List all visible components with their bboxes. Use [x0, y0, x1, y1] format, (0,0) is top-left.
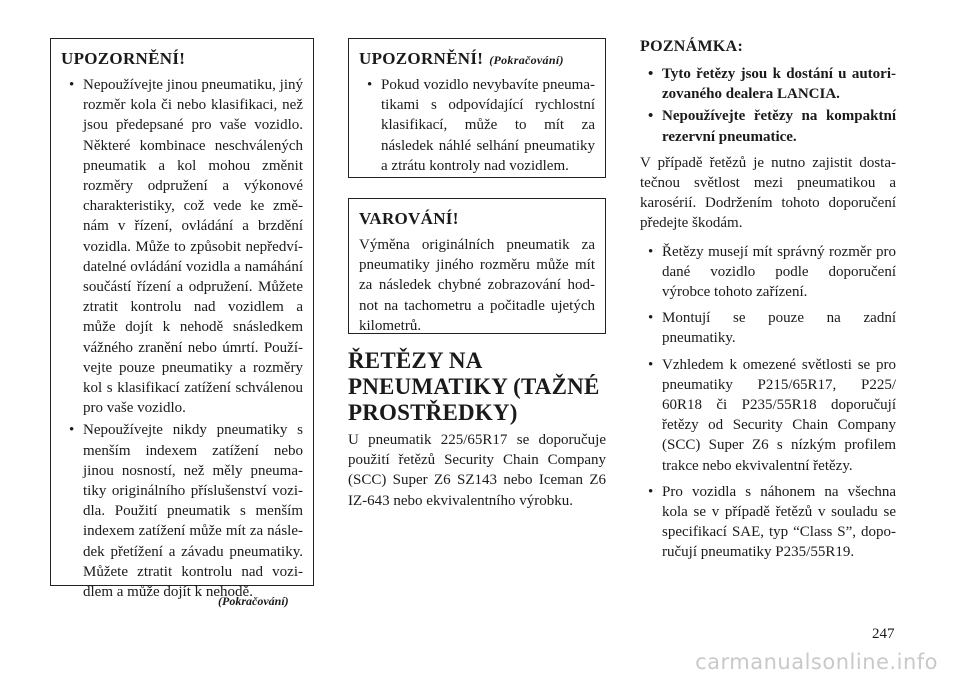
section-text: U pneumatik 225/65R17 se doporučuje použití řetězů Security Chain Company (SCC) Super Z6 SZ143 nebo Iceman Z6 IZ-643 nebo ekvivalentního výrobku.	[348, 432, 606, 509]
mid-warning-box	[348, 38, 606, 178]
note-item-1: • Řetězy musejí mít správný rozměr pro dané vozidlo podle doporučení výrobce tohoto zařízení.	[640, 242, 896, 303]
note-item-3: • Vzhledem k omezené světlosti se pro pneumatiky P215/65R17, P225/ 60R18 či P235/55R18 doporučují řetězy od Security Chain Company (SCC) Super Z6 s nízkým profilem trakce nebo ekvivalentní řetězy.	[640, 355, 896, 476]
section-heading-line-2: PNEUMATIKY (TAŽNÉ	[348, 374, 600, 399]
note-column	[640, 38, 896, 565]
mid-warning-title-suffix: (Pokračování)	[489, 53, 564, 67]
note-item-4: • Pro vozidla s náhonem na všechna kola se v případě řetězů v souladu se specifikací SAE, typ “Class S”, doporučují pneumatiky P235/55R19.	[640, 482, 896, 563]
section-heading-line-1: ŘETĚZY NA	[348, 348, 483, 373]
note-bold-item-1: • Tyto řetězy jsou k dostání u autorizovaného dealera LANCIA.	[640, 64, 896, 104]
mid-warning-title-text: UPOZORNĚNÍ!	[359, 49, 484, 68]
mid-warning-item-1: • Pokud vozidlo nevybavíte pneumatikami s odpovídající rychlostní klasifikací, může to mít za následek náhlé selhání pneumatiky a ztrátu kontroly nad vozidlem.	[359, 75, 595, 176]
caution-text: Výměna originálních pneumatik za pneumatiky jiného rozměru může mít za následek chybné zobrazování hodnot na tachometru a počitadle ujetých kilometrů.	[359, 237, 595, 334]
left-warning-item-2: • Nepoužívejte nikdy pneumatiky s menším indexem zatížení nebo jinou nosností, než měly pneumatiky originálního příslušenství vozidla. Použití pneumatik s menším indexem zatížení může mít za následek přetížení a závadu pneumatiky. Můžete ztratit kontrolu nad vozidlem a může dojít k nehodě.	[61, 420, 303, 602]
note-paragraph: V případě řetězů je nutno zajistit dostatečnou světlost mezi pneumatikou a karosérií. Dodržením tohoto doporučení předejte škodám.	[640, 154, 896, 232]
left-warning-item-1: • Nepoužívejte jinou pneumatiku, jiný rozměr kola či nebo klasifikaci, než jsou předepsané pro vaše vozidlo. Některé kombinace neschválených pneumatik a kol mohou změnit rozměry odpružení a výkonové charakteristiky, což vede ke změnám v řízení, ovládání a brzdění vozidla. Může to způsobit nepředvídatelné ovládání vozidla a namáhání součástí řízení a odpružení. Můžete ztratit kontrolu nad vozidlem a může dojít k nehodě snásledkem vážného zranění nebo úmrtí. Používejte pouze pneumatiky a rozměry kol s klasifikací zatížení schválenou pro vaše vozidlo.	[61, 75, 303, 418]
caution-title: VAROVÁNÍ!	[359, 209, 459, 228]
page-number: 247	[872, 626, 895, 642]
left-warning-title: UPOZORNĚNÍ!	[61, 49, 186, 68]
caution-box	[348, 198, 606, 334]
left-warning-list	[61, 75, 303, 602]
watermark-text: carmanualsonline.info	[695, 650, 938, 674]
note-bold-list	[640, 64, 896, 147]
note-item-2: • Montují se pouze na zadní pneumatiky.	[640, 308, 896, 348]
note-title: POZNÁMKA:	[640, 38, 744, 55]
section-heading-line-3: PROSTŘEDKY)	[348, 400, 518, 425]
left-continued-label: (Pokračování)	[218, 594, 289, 608]
note-list	[640, 242, 896, 563]
section-heading	[348, 348, 606, 426]
mid-warning-list	[359, 75, 595, 176]
note-bold-item-2: • Nepoužívejte řetězy na kompaktní rezervní pneumatice.	[640, 106, 896, 146]
mid-warning-title	[359, 49, 595, 69]
